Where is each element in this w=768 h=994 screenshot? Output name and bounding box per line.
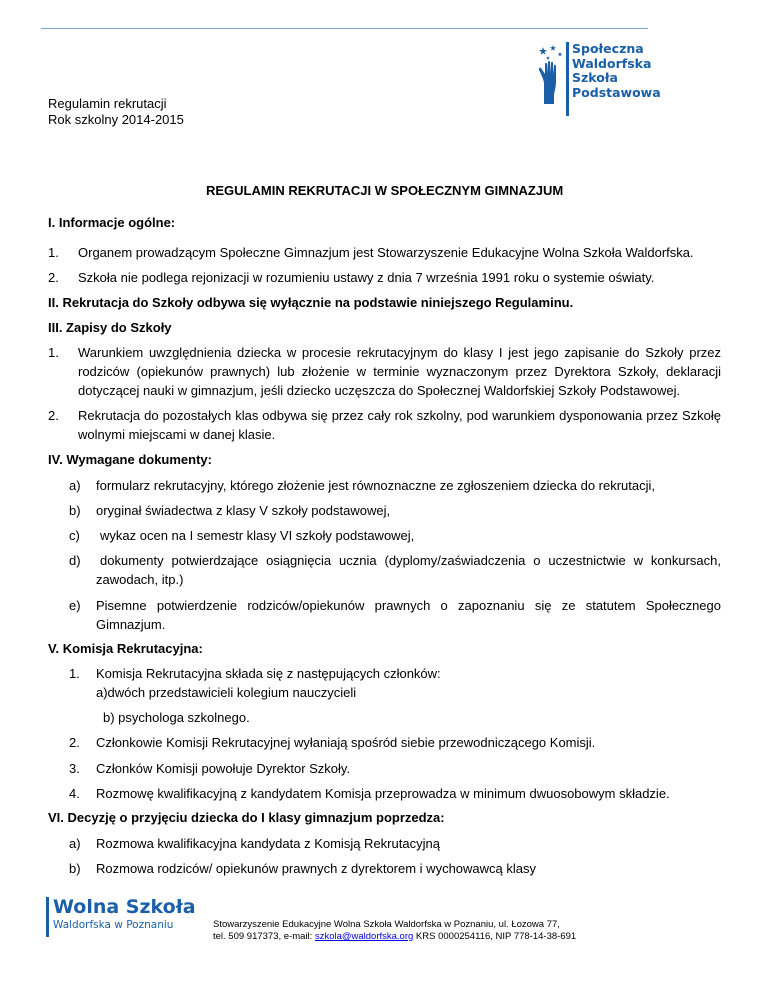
section-3-item-1-line-1: Warunkiem uwzględnienia dziecka w procesie rekrutacyjnym do klasy I jest jego zapisanie do Szkoły przez — [78, 345, 721, 360]
section-4-item-b-text: oryginał świadectwa z klasy V szkoły podstawowej, — [96, 503, 391, 518]
section-4-item-e-num: e) — [69, 598, 81, 613]
footer-logo-bar — [46, 897, 49, 937]
header-line-1: Regulamin rekrutacji — [48, 96, 167, 111]
section-5-item-2-num: 2. — [69, 735, 80, 750]
section-5-item-1-num: 1. — [69, 666, 80, 681]
footer-line-2 — [213, 931, 576, 943]
section-3-item-1-line-3: dotyczącej nauki w gimnazjum, jeśli dziecko uczęszcza do Społecznej Waldorfskiej Szkoły Podstawowej. — [78, 383, 681, 398]
section-4-item-c-num: c) — [69, 528, 80, 543]
section-1-item-2-text: Szkoła nie podlega rejonizacji w rozumieniu ustawy z dnia 7 września 1991 roku o systemie oświaty. — [78, 270, 655, 285]
section-4-item-d-line-2: zawodach, itp.) — [96, 572, 184, 587]
section-5-item-3-text: Członków Komisji powołuje Dyrektor Szkoły. — [96, 761, 351, 776]
document-title: REGULAMIN REKRUTACJI W SPOŁECZNYM GIMNAZJUM — [206, 183, 564, 198]
logo-line-4: Podstawowa — [572, 84, 661, 100]
section-5-item-4-text: Rozmowę kwalifikacyjną z kandydatem Komisja przeprowadza w minimum dwuosobowym składzie. — [96, 786, 670, 801]
section-3-heading: III. Zapisy do Szkoły — [48, 320, 172, 335]
section-4-heading: IV. Wymagane dokumenty: — [48, 452, 212, 467]
section-6-item-b-text: Rozmowa rodziców/ opiekunów prawnych z dyrektorem i wychowawcą klasy — [96, 861, 537, 876]
section-2-heading: II. Rekrutacja do Szkoły odbywa się wyłącznie na podstawie niniejszego Regulaminu. — [48, 295, 574, 310]
section-5-item-2-text: Członkowie Komisji Rekrutacyjnej wyłaniają spośród siebie przewodniczącego Komisji. — [96, 735, 596, 750]
section-6-item-a-num: a) — [69, 836, 81, 851]
school-logo — [538, 41, 661, 116]
section-4-item-b-num: b) — [69, 503, 81, 518]
footer-logo-subtitle: Waldorfska w Poznaniu — [53, 919, 174, 931]
footer-contact — [213, 919, 576, 943]
section-5-item-1-line-2: a)dwóch przedstawicieli kolegium nauczycieli — [96, 685, 357, 700]
section-6-item-b-num: b) — [69, 861, 81, 876]
section-4-item-a-num: a) — [69, 478, 81, 493]
section-6-heading: VI. Decyzję o przyjęciu dziecka do I klasy gimnazjum poprzedza: — [48, 810, 445, 825]
footer-email-link[interactable]: szkola@waldorfska.org — [314, 931, 414, 942]
header-rule — [41, 28, 648, 29]
section-1-item-2-num: 2. — [48, 270, 59, 285]
section-1-item-1-num: 1. — [48, 245, 59, 260]
footer-logo — [46, 897, 196, 937]
section-5-heading: V. Komisja Rekrutacyjna: — [48, 641, 203, 656]
section-5-item-1-line-1: Komisja Rekrutacyjna składa się z następujących członków: — [96, 666, 441, 681]
logo-line-2: Waldorfska — [572, 55, 652, 71]
section-4-item-c-text: wykaz ocen na I semestr klasy VI szkoły podstawowej, — [100, 528, 415, 543]
footer-logo-title: Wolna Szkoła — [53, 896, 196, 918]
footer-phone: tel. 509 917373, e-mail: — [213, 931, 315, 942]
section-6-item-a-text: Rozmowa kwalifikacyjna kandydata z Komisją Rekrutacyjną — [96, 836, 440, 851]
section-3-item-2-num: 2. — [48, 408, 59, 423]
section-5-item-1-line-3: b) psychologa szkolnego. — [103, 710, 250, 725]
section-5-item-4-num: 4. — [69, 786, 80, 801]
header-line-2: Rok szkolny 2014-2015 — [48, 112, 184, 127]
hand-stars-icon — [538, 44, 564, 104]
section-3-item-1-num: 1. — [48, 345, 59, 360]
section-5-item-3-num: 3. — [69, 761, 80, 776]
section-4-item-a-text: formularz rekrutacyjny, którego złożenie jest równoznaczne ze zgłoszeniem dziecka do rekrutacji, — [96, 478, 656, 493]
section-3-item-1-line-2: rodziców (opiekunów prawnych) lub złożenie w terminie wyznaczonym przez Dyrektora Szkoły, deklaracji — [78, 364, 721, 379]
section-3-item-2-line-1: Rekrutacja do pozostałych klas odbywa się przez cały rok szkolny, pod warunkiem dysponowania przez Szkołę — [78, 408, 721, 423]
logo-bar — [566, 42, 569, 116]
section-1-heading: I. Informacje ogólne: — [48, 215, 176, 230]
section-4-item-d-line-1: dokumenty potwierdzające osiągnięcia ucznia (dyplomy/zaświadczenia o uczestnictwie w konkursach, — [100, 553, 721, 568]
section-1-item-1-text: Organem prowadzącym Społeczne Gimnazjum jest Stowarzyszenie Edukacyjne Wolna Szkoła Waldorfska. — [78, 245, 694, 260]
section-4-item-e-line-1: Pisemne potwierdzenie rodziców/opiekunów prawnych o zapoznaniu się ze statutem Społecznego — [96, 598, 721, 613]
footer-registry: KRS 0000254116, NIP 778-14-38-691 — [413, 931, 577, 942]
logo-line-1: Społeczna — [572, 41, 644, 56]
section-4-item-d-num: d) — [69, 553, 81, 568]
section-3-item-2-line-2: wolnymi miejscami w danej klasie. — [78, 427, 276, 442]
section-4-item-e-line-2: Gimnazjum. — [96, 617, 166, 632]
logo-line-3: Szkoła — [572, 70, 618, 85]
footer-line-1: Stowarzyszenie Edukacyjne Wolna Szkoła Waldorfska w Poznaniu, ul. Łozowa 77, — [213, 919, 560, 930]
